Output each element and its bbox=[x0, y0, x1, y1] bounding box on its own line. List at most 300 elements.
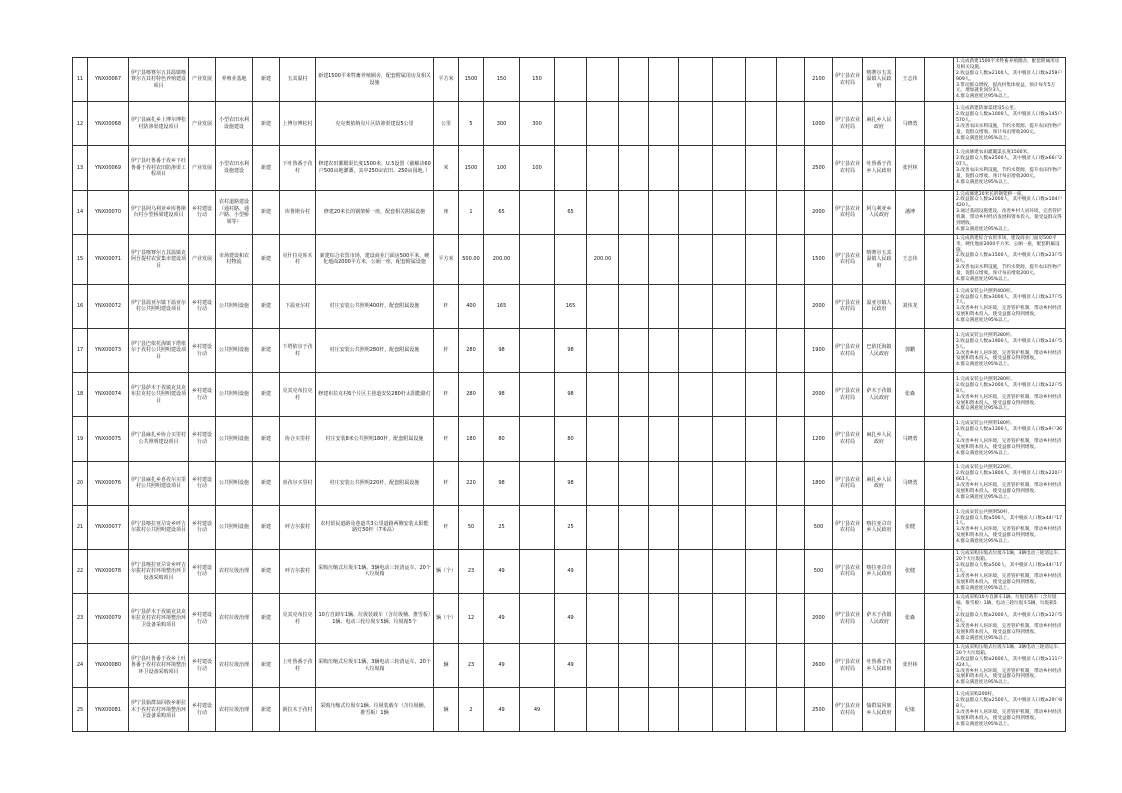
fund-source-7-cell bbox=[713, 461, 746, 505]
total-funds-cell: 98 bbox=[484, 373, 520, 417]
beneficiaries-cell: 1900 bbox=[805, 328, 833, 372]
fund-source-6-cell bbox=[679, 505, 713, 549]
row-number-cell: 22 bbox=[73, 549, 88, 593]
construction-content-cell: 克克奥依纳克片区防渗渠建设5公里 bbox=[316, 102, 434, 146]
fund-source-3-cell bbox=[587, 505, 619, 549]
fund-source-3-cell bbox=[587, 146, 619, 190]
responsible-person-cell: 张世林 bbox=[896, 146, 925, 190]
competent-dept-cell: 伊宁县农业农村局 bbox=[833, 102, 863, 146]
table-row bbox=[73, 328, 1066, 372]
beneficiaries-cell: 1800 bbox=[805, 461, 833, 505]
fund-source-7-cell bbox=[713, 373, 746, 417]
project-type-cell: 乡村建设行动 bbox=[189, 284, 216, 328]
fund-source-1-cell bbox=[520, 594, 555, 644]
performance-goals-cell: 1.完成安装公共照明220杆。 2.收益群众人数≥1800人，其中脱贫人口数≥220户661人。 3.改善乡村人居环境，完善管护机制，带动乡村经济发展和资本投入，使受益群众得到增收。 4.群众满意度达95%以上。 bbox=[954, 461, 1066, 505]
responsible-person-cell: 马晓勇 bbox=[896, 417, 925, 461]
fund-source-7-cell bbox=[713, 328, 746, 372]
responsible-person-cell: 王志伟 bbox=[896, 58, 925, 102]
construction-nature-cell: 新建 bbox=[253, 594, 280, 644]
quantity-cell: 23 bbox=[459, 549, 484, 593]
fund-source-1-cell: 49 bbox=[520, 688, 555, 732]
row-number-cell: 19 bbox=[73, 417, 88, 461]
blank-cell bbox=[925, 644, 954, 688]
performance-goals-cell: 1.完成新建综合农贸市场，建设商业门面房500平米，硬化地面2000平方米，公厕一座，配套附属设施。 2.收益群众人数≥1500人，其中脱贫人口数≥23户58人。 3.改善农田水利设施，节约水资源，提升农田作物产量，促群众增收。预计每亩增收200元。 4.群众满意度达95%以上。 bbox=[954, 234, 1066, 284]
construction-nature-cell: 新建 bbox=[253, 505, 280, 549]
fund-source-4-cell bbox=[619, 146, 649, 190]
project-type-cell: 产业发展 bbox=[189, 146, 216, 190]
beneficiaries-cell: 2500 bbox=[805, 688, 833, 732]
project-code-cell: YNX00073 bbox=[88, 328, 129, 372]
table-row bbox=[73, 234, 1066, 284]
responsible-person-cell: 张森 bbox=[896, 594, 925, 644]
beneficiaries-cell: 2100 bbox=[805, 58, 833, 102]
blank-cell bbox=[925, 688, 954, 732]
fund-source-5-cell bbox=[649, 688, 679, 732]
construction-content-cell: 采购压缩式垃圾车1辆、垃圾装载车（含垃圾桶、推雪板）1辆 bbox=[316, 688, 434, 732]
construction-content-cell: 修建20米长的钢架桥一座，配套相关附属设施 bbox=[316, 190, 434, 234]
project-name-cell: 伊宁县愉群翁回族乡新拉木于孜村农村环境整治环卫设备采购项目 bbox=[129, 688, 189, 732]
fund-source-7-cell bbox=[713, 594, 746, 644]
competent-dept-cell: 伊宁县农业农村局 bbox=[833, 505, 863, 549]
table-row bbox=[73, 146, 1066, 190]
unit-cell: 米 bbox=[434, 146, 459, 190]
fund-source-2-cell: 25 bbox=[555, 505, 587, 549]
blank-cell bbox=[925, 461, 954, 505]
performance-goals-cell: 1.完成采购10方自卸车1辆、垃圾装载车（含垃圾桶、推雪板）1辆、电动三轮垃圾车5辆、垃圾箱5个。 2.收益群众人数≥2000人，其中脱贫人口数≥12户58人。 3.改善乡村人居环境，完善管护机制，带动乡村经济发展和资本投入，使受益群众得到增收。 4.群众满意度达95%以上。 bbox=[954, 594, 1066, 644]
fund-source-8-cell bbox=[746, 284, 777, 328]
fund-source-4-cell bbox=[619, 594, 649, 644]
competent-dept-cell: 伊宁县农业农村局 bbox=[833, 234, 863, 284]
fund-source-9-cell bbox=[777, 284, 805, 328]
fund-source-6-cell bbox=[679, 328, 713, 372]
fund-source-6-cell bbox=[679, 644, 713, 688]
fund-source-2-cell bbox=[555, 688, 587, 732]
fund-source-6-cell bbox=[679, 58, 713, 102]
performance-goals-cell: 1.完成安装公共照明280杆。 2.收益群众人数≥1900人，其中脱贫人口数≥14户55人。 3.改善乡村人居环境，完善管护机制，带动乡村经济发展和资本投入，使受益群众得到增收。 4.群众满意度达95%以上。 bbox=[954, 328, 1066, 372]
fund-source-2-cell: 49 bbox=[555, 549, 587, 593]
project-name-cell: 伊宁县阿乌利亚乡库鲁斯台村小型桥梁建设项目 bbox=[129, 190, 189, 234]
location-cell: 克其克布拉克村 bbox=[280, 373, 316, 417]
implementing-unit-cell: 麻扎乡人民政府 bbox=[863, 461, 896, 505]
row-number-cell: 15 bbox=[73, 234, 88, 284]
fund-source-9-cell bbox=[777, 417, 805, 461]
quantity-cell: 280 bbox=[459, 373, 484, 417]
fund-source-2-cell: 98 bbox=[555, 328, 587, 372]
beneficiaries-cell: 1500 bbox=[805, 234, 833, 284]
fund-source-5-cell bbox=[649, 284, 679, 328]
fund-source-1-cell bbox=[520, 644, 555, 688]
fund-source-1-cell bbox=[520, 461, 555, 505]
fund-source-6-cell bbox=[679, 549, 713, 593]
location-cell: 下温亚尔村 bbox=[280, 284, 316, 328]
fund-source-1-cell bbox=[520, 417, 555, 461]
blank-cell bbox=[925, 549, 954, 593]
fund-source-5-cell bbox=[649, 461, 679, 505]
fund-source-4-cell bbox=[619, 58, 649, 102]
location-cell: 喜孜尔买里村 bbox=[280, 461, 316, 505]
fund-source-8-cell bbox=[746, 328, 777, 372]
project-subtype-cell: 农村道路建设（通村路、通户路、小型桥梁等） bbox=[216, 190, 253, 234]
fund-source-7-cell bbox=[713, 644, 746, 688]
blank-cell bbox=[925, 373, 954, 417]
blank-cell bbox=[925, 146, 954, 190]
location-cell: 协合买里村 bbox=[280, 417, 316, 461]
blank-cell bbox=[925, 284, 954, 328]
project-name-cell: 伊宁县喀赛尔五其温镇喀赛尔五其村特色养殖建设项目 bbox=[129, 58, 189, 102]
fund-source-7-cell bbox=[713, 146, 746, 190]
fund-source-3-cell bbox=[587, 328, 619, 372]
quantity-cell: 280 bbox=[459, 328, 484, 372]
fund-source-1-cell: 150 bbox=[520, 58, 555, 102]
fund-source-3-cell bbox=[587, 688, 619, 732]
fund-source-1-cell bbox=[520, 505, 555, 549]
project-name-cell: 伊宁县温亚尔镇下温亚尔村公共照明建设项目 bbox=[129, 284, 189, 328]
fund-source-1-cell: 300 bbox=[520, 102, 555, 146]
fund-source-4-cell bbox=[619, 234, 649, 284]
fund-source-8-cell bbox=[746, 461, 777, 505]
blank-cell bbox=[925, 234, 954, 284]
fund-source-6-cell bbox=[679, 284, 713, 328]
responsible-person-cell: 潘博 bbox=[896, 190, 925, 234]
fund-source-5-cell bbox=[649, 328, 679, 372]
project-name-cell: 伊宁县吐鲁番于孜乡上吐鲁番于孜村农村环境整治环卫设备采购项目 bbox=[129, 644, 189, 688]
project-code-cell: YNX00080 bbox=[88, 644, 129, 688]
fund-source-3-cell: 200.00 bbox=[587, 234, 619, 284]
fund-source-6-cell bbox=[679, 373, 713, 417]
fund-source-3-cell bbox=[587, 373, 619, 417]
project-type-cell: 乡村建设行动 bbox=[189, 688, 216, 732]
total-funds-cell: 25 bbox=[484, 505, 520, 549]
fund-source-1-cell bbox=[520, 284, 555, 328]
fund-source-1-cell bbox=[520, 549, 555, 593]
project-subtype-cell: 市场建设和农村物流 bbox=[216, 234, 253, 284]
fund-source-7-cell bbox=[713, 102, 746, 146]
row-number-cell: 17 bbox=[73, 328, 88, 372]
project-type-cell: 乡村建设行动 bbox=[189, 373, 216, 417]
fund-source-6-cell bbox=[679, 688, 713, 732]
fund-source-8-cell bbox=[746, 505, 777, 549]
project-name-cell: 伊宁县麻扎乡喜孜尔买里村公共照明建设项目 bbox=[129, 461, 189, 505]
project-name-cell: 伊宁县萨木于孜镇克其克布拉克村公共照明建设项目 bbox=[129, 373, 189, 417]
project-code-cell: YNX00067 bbox=[88, 58, 129, 102]
table-row bbox=[73, 594, 1066, 644]
fund-source-4-cell bbox=[619, 644, 649, 688]
fund-source-5-cell bbox=[649, 549, 679, 593]
fund-source-4-cell bbox=[619, 549, 649, 593]
construction-content-cell: 村庄安装公共照明400杆，配套附属设施 bbox=[316, 284, 434, 328]
unit-cell: 座 bbox=[434, 190, 459, 234]
project-code-cell: YNX00070 bbox=[88, 190, 129, 234]
fund-source-4-cell bbox=[619, 328, 649, 372]
project-subtype-cell: 小型农田水利设施建设 bbox=[216, 146, 253, 190]
beneficiaries-cell: 500 bbox=[805, 549, 833, 593]
fund-source-8-cell bbox=[746, 644, 777, 688]
competent-dept-cell: 伊宁县农业农村局 bbox=[833, 190, 863, 234]
fund-source-9-cell bbox=[777, 58, 805, 102]
fund-source-3-cell bbox=[587, 461, 619, 505]
project-table bbox=[72, 57, 1066, 732]
beneficiaries-cell: 2600 bbox=[805, 644, 833, 688]
construction-content-cell: 修建布拉克村6个片区主巷道安装280杆太阳能路灯 bbox=[316, 373, 434, 417]
implementing-unit-cell: 喀拉亚尕奇乡人民政府 bbox=[863, 505, 896, 549]
project-type-cell: 产业发展 bbox=[189, 234, 216, 284]
implementing-unit-cell: 阿乌利亚乡人民政府 bbox=[863, 190, 896, 234]
row-number-cell: 13 bbox=[73, 146, 88, 190]
fund-source-4-cell bbox=[619, 102, 649, 146]
fund-source-7-cell bbox=[713, 417, 746, 461]
quantity-cell: 5 bbox=[459, 102, 484, 146]
project-code-cell: YNX00068 bbox=[88, 102, 129, 146]
total-funds-cell: 49 bbox=[484, 644, 520, 688]
project-type-cell: 乡村建设行动 bbox=[189, 505, 216, 549]
project-subtype-cell: 农村垃圾治理 bbox=[216, 549, 253, 593]
beneficiaries-cell: 2000 bbox=[805, 190, 833, 234]
fund-source-5-cell bbox=[649, 190, 679, 234]
fund-source-7-cell bbox=[713, 505, 746, 549]
quantity-cell: 1500 bbox=[459, 146, 484, 190]
fund-source-2-cell: 98 bbox=[555, 373, 587, 417]
fund-source-2-cell: 65 bbox=[555, 190, 587, 234]
fund-source-8-cell bbox=[746, 373, 777, 417]
construction-content-cell: 村庄安装公共照明220杆，配套附属设施 bbox=[316, 461, 434, 505]
table-row bbox=[73, 644, 1066, 688]
performance-goals-cell: 1.完成安装公共照明280杆。 2.收益群众人数≥2000人，其中脱贫人口数≥12户58人。 3.改善乡村人居环境，完善管护机制，带动乡村经济发展和资本投入，使受益群众得到增收。 4.群众满意度达95%以上。 bbox=[954, 373, 1066, 417]
blank-cell bbox=[925, 505, 954, 549]
blank-cell bbox=[925, 594, 954, 644]
fund-source-2-cell: 49 bbox=[555, 644, 587, 688]
construction-content-cell: 村庄安装8米公共照明180杆，配套附属设施 bbox=[316, 417, 434, 461]
fund-source-2-cell bbox=[555, 58, 587, 102]
construction-nature-cell: 新建 bbox=[253, 234, 280, 284]
table-row bbox=[73, 102, 1066, 146]
project-type-cell: 乡村建设行动 bbox=[189, 328, 216, 372]
fund-source-6-cell bbox=[679, 146, 713, 190]
fund-source-5-cell bbox=[649, 58, 679, 102]
fund-source-9-cell bbox=[777, 594, 805, 644]
competent-dept-cell: 伊宁县农业农村局 bbox=[833, 373, 863, 417]
project-type-cell: 乡村建设行动 bbox=[189, 461, 216, 505]
location-cell: 呼吉尔拔村 bbox=[280, 549, 316, 593]
construction-nature-cell: 新建 bbox=[253, 284, 280, 328]
table-row bbox=[73, 58, 1066, 102]
row-number-cell: 20 bbox=[73, 461, 88, 505]
fund-source-2-cell bbox=[555, 102, 587, 146]
location-cell: 呼吉尔拔村 bbox=[280, 505, 316, 549]
fund-source-2-cell: 165 bbox=[555, 284, 587, 328]
unit-cell: 杆 bbox=[434, 328, 459, 372]
performance-goals-cell: 1.完成采购200杆。 2.收益群众人数≥2500人，其中脱贫人口数≥29户88人。 3.改善乡村人居环境，完善管护机制，带动乡村经济发展和资本投入，使受益群众得到增收。 4.群众满意度达95%以上。 bbox=[954, 688, 1066, 732]
fund-source-5-cell bbox=[649, 234, 679, 284]
table-row bbox=[73, 417, 1066, 461]
fund-source-4-cell bbox=[619, 284, 649, 328]
location-cell: 下塔依尔于孜村 bbox=[280, 328, 316, 372]
fund-source-9-cell bbox=[777, 644, 805, 688]
row-number-cell: 18 bbox=[73, 373, 88, 417]
fund-source-3-cell bbox=[587, 102, 619, 146]
total-funds-cell: 65 bbox=[484, 190, 520, 234]
fund-source-7-cell bbox=[713, 284, 746, 328]
project-name-cell: 伊宁县喀拉亚尕奇乡呼吉尔拔村农村环境整治环卫设备采购项目 bbox=[129, 549, 189, 593]
fund-source-9-cell bbox=[777, 234, 805, 284]
fund-source-3-cell bbox=[587, 644, 619, 688]
performance-goals-cell: 1.完成安装公共照明400杆。 2.收益群众人数≥3000人，其中脱贫人口数≥17户57人。 3.改善乡村人居环境，完善管护机制，带动乡村经济发展和资本投入，使受益群众得到增收。 4.群众满意度达95%以上。 bbox=[954, 284, 1066, 328]
total-funds-cell: 80 bbox=[484, 417, 520, 461]
location-cell: 下吐鲁番于孜村 bbox=[280, 146, 316, 190]
fund-source-1-cell bbox=[520, 234, 555, 284]
location-cell: 库鲁斯台村 bbox=[280, 190, 316, 234]
responsible-person-cell: 张健 bbox=[896, 549, 925, 593]
fund-source-5-cell bbox=[649, 505, 679, 549]
row-number-cell: 25 bbox=[73, 688, 88, 732]
fund-source-2-cell bbox=[555, 146, 587, 190]
project-name-cell: 伊宁县吐鲁番于孜乡下吐鲁番于孜村农田防渗渠工程项目 bbox=[129, 146, 189, 190]
fund-source-6-cell bbox=[679, 190, 713, 234]
competent-dept-cell: 伊宁县农业农村局 bbox=[833, 417, 863, 461]
fund-source-7-cell bbox=[713, 234, 746, 284]
fund-source-8-cell bbox=[746, 102, 777, 146]
beneficiaries-cell: 2500 bbox=[805, 146, 833, 190]
fund-source-5-cell bbox=[649, 102, 679, 146]
fund-source-3-cell bbox=[587, 549, 619, 593]
competent-dept-cell: 伊宁县农业农村局 bbox=[833, 688, 863, 732]
project-name-cell: 伊宁县麻扎乡上博尔博松村防渗渠建设项目 bbox=[129, 102, 189, 146]
quantity-cell: 50 bbox=[459, 505, 484, 549]
fund-source-9-cell bbox=[777, 190, 805, 234]
fund-source-4-cell bbox=[619, 190, 649, 234]
implementing-unit-cell: 吐鲁番于孜乡人民政府 bbox=[863, 644, 896, 688]
total-funds-cell: 200.00 bbox=[484, 234, 520, 284]
fund-source-9-cell bbox=[777, 373, 805, 417]
performance-goals-cell: 1.完成新建1500平米牲畜养殖圈舍，配套附属用房及相关设施。 2.收益群众人数≥2100人，其中脱贫人口数≥259户909人。 3.带动群众增收，提高村集体收益，预计每年5万元，增加就业岗位3人。 4.群众满意度达95%以上。 bbox=[954, 58, 1066, 102]
location-cell: 上吐鲁番于孜村 bbox=[280, 644, 316, 688]
project-name-cell: 伊宁县麻扎乡协合买里村公共照明建设项目 bbox=[129, 417, 189, 461]
fund-source-8-cell bbox=[746, 234, 777, 284]
fund-source-1-cell bbox=[520, 373, 555, 417]
fund-source-9-cell bbox=[777, 505, 805, 549]
responsible-person-cell: 张健 bbox=[896, 505, 925, 549]
project-subtype-cell: 公共照明设施 bbox=[216, 284, 253, 328]
unit-cell: 杆 bbox=[434, 505, 459, 549]
unit-cell: 杆 bbox=[434, 461, 459, 505]
project-code-cell: YNX00072 bbox=[88, 284, 129, 328]
project-subtype-cell: 农村垃圾治理 bbox=[216, 594, 253, 644]
construction-nature-cell: 新建 bbox=[253, 58, 280, 102]
competent-dept-cell: 伊宁县农业农村局 bbox=[833, 461, 863, 505]
beneficiaries-cell: 1200 bbox=[805, 417, 833, 461]
location-cell: 新拉木于孜村 bbox=[280, 688, 316, 732]
unit-cell: 杆 bbox=[434, 417, 459, 461]
fund-source-9-cell bbox=[777, 461, 805, 505]
total-funds-cell: 100 bbox=[484, 146, 520, 190]
total-funds-cell: 150 bbox=[484, 58, 520, 102]
total-funds-cell: 49 bbox=[484, 688, 520, 732]
blank-cell bbox=[925, 328, 954, 372]
beneficiaries-cell: 2000 bbox=[805, 373, 833, 417]
beneficiaries-cell: 1000 bbox=[805, 102, 833, 146]
project-subtype-cell: 农村垃圾治理 bbox=[216, 688, 253, 732]
fund-source-7-cell bbox=[713, 549, 746, 593]
row-number-cell: 14 bbox=[73, 190, 88, 234]
unit-cell: 辆（个） bbox=[434, 549, 459, 593]
implementing-unit-cell: 萨木于孜镇人民政府 bbox=[863, 594, 896, 644]
unit-cell: 平方米 bbox=[434, 58, 459, 102]
implementing-unit-cell: 喀赛尔五其温镇人民政府 bbox=[863, 234, 896, 284]
project-name-cell: 伊宁县萨木于孜镇克其克布拉克村农村环境整治环卫设备采购项目 bbox=[129, 594, 189, 644]
responsible-person-cell: 刘伟龙 bbox=[896, 284, 925, 328]
location-cell: 上博尔博松村 bbox=[280, 102, 316, 146]
total-funds-cell: 49 bbox=[484, 549, 520, 593]
fund-source-4-cell bbox=[619, 688, 649, 732]
quantity-cell: 12 bbox=[459, 594, 484, 644]
construction-content-cell: 采购压缩式垃圾车1辆、3辆电动三轮清运车、20个大垃圾箱 bbox=[316, 549, 434, 593]
row-number-cell: 12 bbox=[73, 102, 88, 146]
row-number-cell: 21 bbox=[73, 505, 88, 549]
construction-nature-cell: 新建 bbox=[253, 190, 280, 234]
table-row bbox=[73, 505, 1066, 549]
construction-content-cell: 农村留民道路及巷道共3公里道路两侧安装太阳能路灯50杆（7米高） bbox=[316, 505, 434, 549]
blank-cell bbox=[925, 417, 954, 461]
fund-source-4-cell bbox=[619, 461, 649, 505]
quantity-cell: 500.00 bbox=[459, 234, 484, 284]
construction-content-cell: 新建综合农贸市场，建设商业门面房500平米，硬化地面2000平方米，公厕一座，配套附属设施 bbox=[316, 234, 434, 284]
unit-cell: 辆 bbox=[434, 644, 459, 688]
project-code-cell: YNX00076 bbox=[88, 461, 129, 505]
competent-dept-cell: 伊宁县农业农村局 bbox=[833, 594, 863, 644]
blank-cell bbox=[925, 58, 954, 102]
row-number-cell: 23 bbox=[73, 594, 88, 644]
project-subtype-cell: 公共照明设施 bbox=[216, 461, 253, 505]
construction-content-cell: 10方自卸车1辆、垃圾装载车（含垃圾桶、推雪板）1辆、电动三轮垃圾车5辆、垃圾箱5个 bbox=[316, 594, 434, 644]
quantity-cell: 1 bbox=[459, 190, 484, 234]
fund-source-6-cell bbox=[679, 102, 713, 146]
project-type-cell: 产业发展 bbox=[189, 102, 216, 146]
blank-cell bbox=[925, 190, 954, 234]
fund-source-2-cell bbox=[555, 234, 587, 284]
performance-goals-cell: 1.完成采购压缩式垃圾车1辆、3辆电动三轮清运车、20个大垃圾箱。 2.收益群众人数≥2600人，其中脱贫人口数≥111户424人。 3.改善乡村人居环境，完善管护机制，带动乡村经济发展和资本投入，使受益群众得到增收。 4.群众满意度达95%以上。 bbox=[954, 644, 1066, 688]
project-subtype-cell: 公共照明设施 bbox=[216, 328, 253, 372]
fund-source-5-cell bbox=[649, 417, 679, 461]
fund-source-6-cell bbox=[679, 417, 713, 461]
project-code-cell: YNX00077 bbox=[88, 505, 129, 549]
performance-goals-cell: 1.完成安装公共照明180杆。 2.收益群众人数≥1300人，其中脱贫人口数≥9户36人。 3.改善乡村人居环境，完善管护机制，带动乡村经济发展和资本投入，使受益群众得到增收。 4.群众满意度达95%以上。 bbox=[954, 417, 1066, 461]
responsible-person-cell: 张森 bbox=[896, 373, 925, 417]
construction-nature-cell: 新建 bbox=[253, 146, 280, 190]
unit-cell: 平方米 bbox=[434, 234, 459, 284]
project-type-cell: 乡村建设行动 bbox=[189, 644, 216, 688]
fund-source-8-cell bbox=[746, 594, 777, 644]
competent-dept-cell: 伊宁县农业农村局 bbox=[833, 549, 863, 593]
construction-content-cell: 采购压缩式垃圾车1辆、3辆电动三轮清运车、20个大垃圾箱 bbox=[316, 644, 434, 688]
responsible-person-cell: 马晓勇 bbox=[896, 461, 925, 505]
fund-source-4-cell bbox=[619, 505, 649, 549]
competent-dept-cell: 伊宁县农业农村局 bbox=[833, 58, 863, 102]
project-type-cell: 乡村建设行动 bbox=[189, 190, 216, 234]
quantity-cell: 220 bbox=[459, 461, 484, 505]
implementing-unit-cell: 喀拉亚尕奇乡人民政府 bbox=[863, 549, 896, 593]
total-funds-cell: 98 bbox=[484, 461, 520, 505]
fund-source-8-cell bbox=[746, 190, 777, 234]
location-cell: 克什拉克库木村 bbox=[280, 234, 316, 284]
implementing-unit-cell: 吐鲁番于孜乡人民政府 bbox=[863, 146, 896, 190]
construction-nature-cell: 新建 bbox=[253, 644, 280, 688]
fund-source-8-cell bbox=[746, 146, 777, 190]
fund-source-2-cell: 49 bbox=[555, 594, 587, 644]
implementing-unit-cell: 喀赛尔五其温镇人民政府 bbox=[863, 58, 896, 102]
table-row bbox=[73, 284, 1066, 328]
project-code-cell: YNX00069 bbox=[88, 146, 129, 190]
performance-goals-cell: 1.完成修建农田灌溉渠长度1500米。 2.收益群众人数≥2500人，其中脱贫人口数≥66户207人。 3.改善农田水利设施，节约水资源，提升农田作物产量，促群众增收。预计每亩增收200元。 4.群众满意度达95%以上。 bbox=[954, 146, 1066, 190]
fund-source-6-cell bbox=[679, 461, 713, 505]
